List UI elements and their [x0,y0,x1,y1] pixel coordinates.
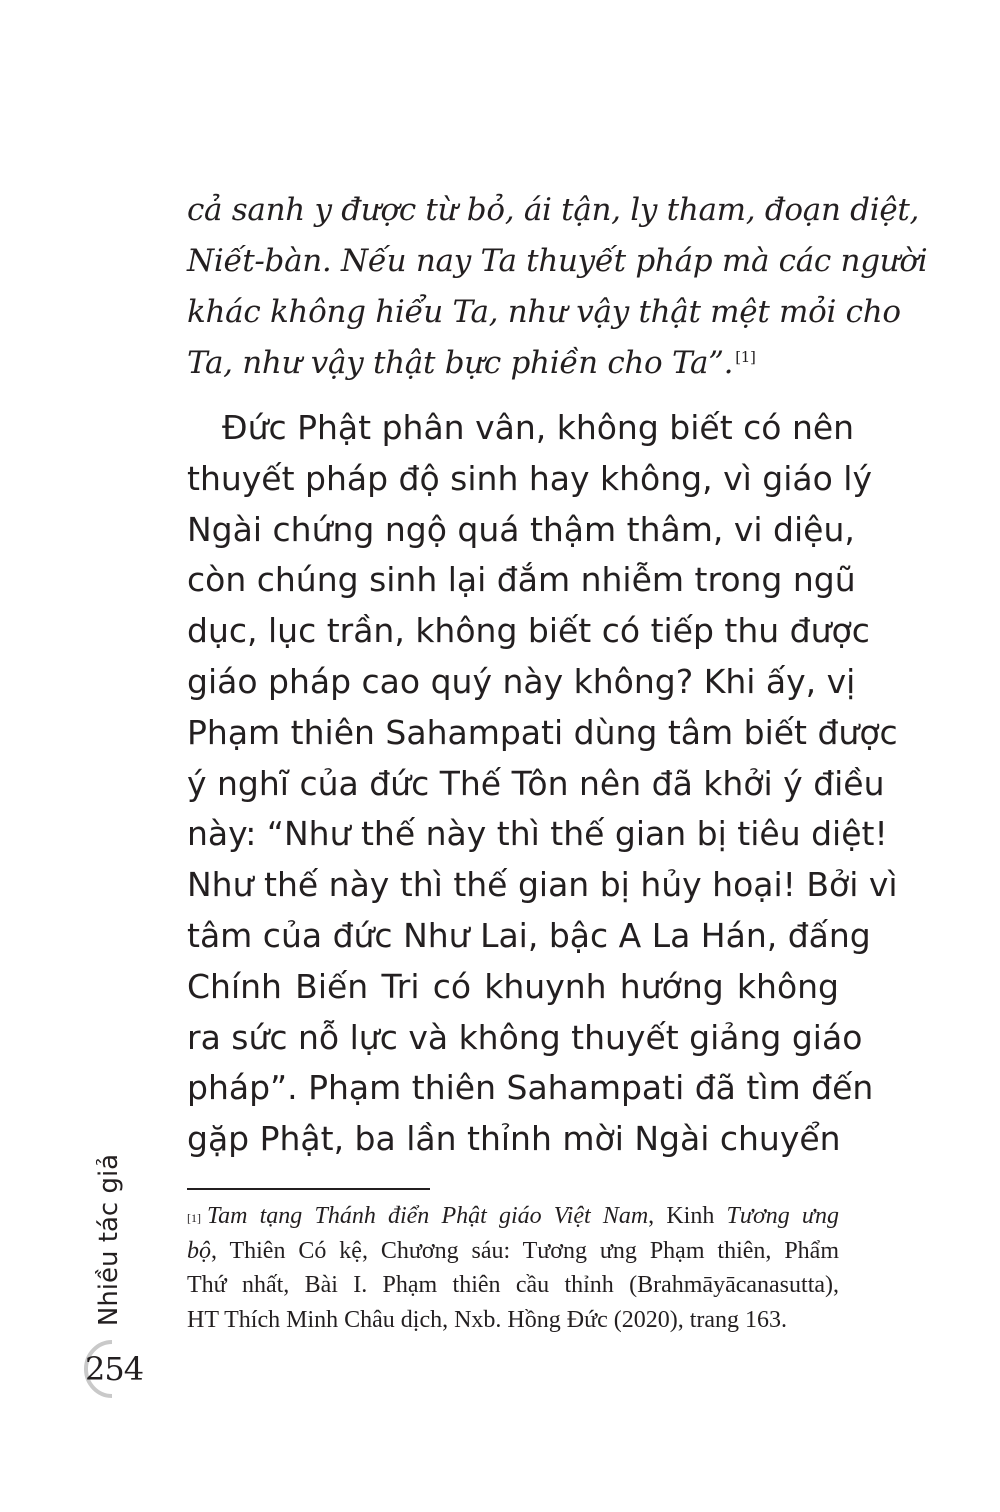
quote-line-last [187,338,839,389]
page-number-badge [84,1338,144,1400]
paragraph-line: Phạm thiên Sahampati dùng tâm biết được [187,712,898,752]
footnote-divider [187,1188,430,1190]
paragraph-line: còn chúng sinh lại đắm nhiễm trong ngũ [187,560,856,600]
paragraph-line: thuyết pháp độ sinh hay không, vì giáo lý [187,458,872,498]
footnote-line: HT Thích Minh Châu dịch, Nxb. Hồng Đức (2020), trang 163. [187,1306,788,1333]
page-number: 254 [84,1350,144,1388]
paragraph-line: pháp”. Phạm thiên Sahampati đã tìm đến [187,1068,874,1108]
author-text: Nhiều tác giả [94,1153,124,1327]
paragraph-line: này: “Như thế này thì thế gian bị tiêu diệt! [187,814,888,854]
footnote-separator: , Kinh [648,1203,727,1229]
paragraph-line: gặp Phật, ba lần thỉnh mời Ngài chuyển [187,1119,841,1159]
quote-line-text: Ta, như vậy thật bực phiền cho Ta”. [187,345,734,381]
footnote-reference[interactable]: [1] [735,348,756,366]
paragraph-line: Ngài chứng ngộ quá thậm thâm, vi diệu, [187,509,855,549]
running-author-label [83,1150,135,1330]
paragraph-line: ra sức nỗ lực và không thuyết giảng giáo [187,1017,863,1057]
paragraph-line: tâm của đức Như Lai, bậc A La Hán, đấng [187,915,871,955]
footnote [187,1199,839,1337]
footnote-marker: [1] [187,1211,201,1225]
footnote-line [187,1234,839,1269]
paragraph-line: dục, lục trần, không biết có tiếp thu được [187,611,870,651]
paragraph-line: Đức Phật phân vân, không biết có nên [222,408,855,447]
quote-passage [187,185,928,389]
footnote-source-title: Tam tạng Thánh điển Phật giáo Việt Nam [207,1203,649,1229]
footnote-line [187,1199,839,1234]
footnote-sutra-name-end: bộ [187,1237,211,1264]
paragraph-line: Như thế này thì thế gian bị hủy hoại! Bởi vì [187,865,898,905]
quote-line: cả sanh y được từ bỏ, ái tận, ly tham, đoạn diệt, [187,192,920,228]
quote-line: Niết-bàn. Nếu nay Ta thuyết pháp mà các người [187,243,928,279]
footnote-line: Thứ nhất, Bài I. Phạm thiên cầu thỉnh (Brahmāyācanasutta), [187,1272,839,1298]
body-paragraph [187,403,898,1165]
paragraph-line: ý nghĩ của đức Thế Tôn nên đã khởi ý điều [187,763,885,803]
footnote-sutra-name: Tương ưng [726,1203,839,1229]
paragraph-line: Chính Biến Tri có khuynh hướng không [187,966,839,1006]
quote-line: khác không hiểu Ta, như vậy thật mệt mỏi cho [187,294,901,330]
footnote-text: , Thiên Có kệ, Chương sáu: Tương ưng Phạm thiên, Phẩm [211,1237,839,1264]
paragraph-line: giáo pháp cao quý này không? Khi ấy, vị [187,661,856,701]
